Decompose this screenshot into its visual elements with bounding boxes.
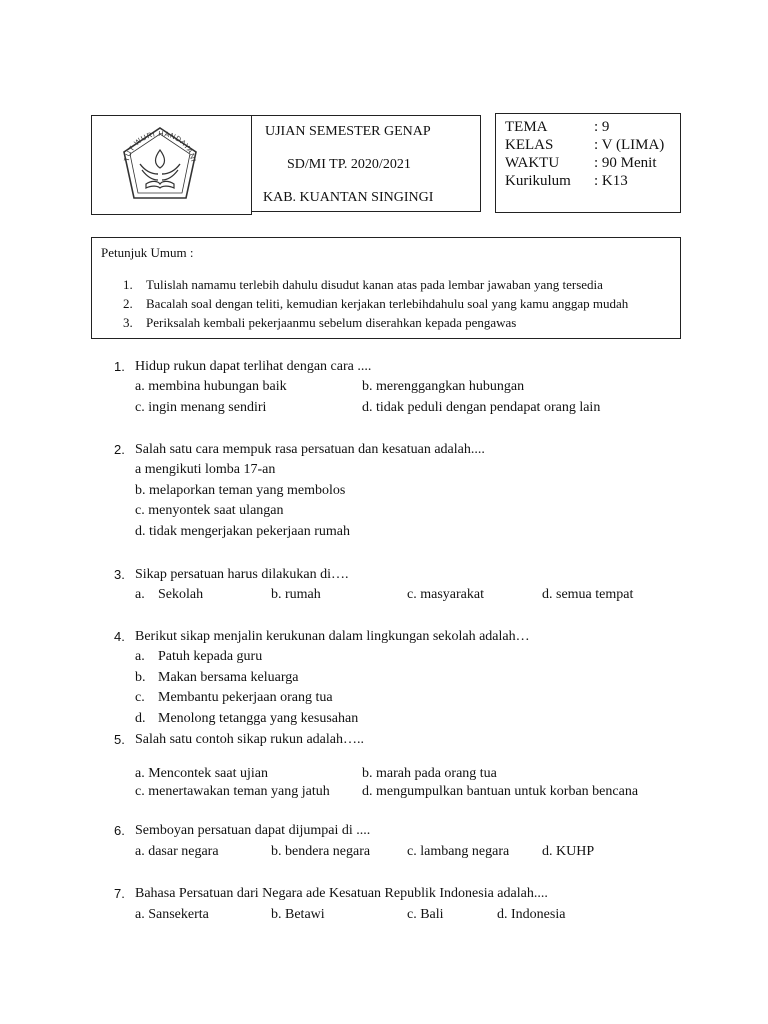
instructions-title: Petunjuk Umum :: [101, 245, 194, 260]
question-text: Salah satu contoh sikap rukun adalah…..: [135, 732, 365, 747]
answer-option: b. Betawi: [271, 907, 325, 922]
answer-option: Makan bersama keluarga: [158, 670, 299, 685]
info-label-kurikulum: Kurikulum: [505, 173, 571, 189]
question-number: 1.: [114, 359, 125, 374]
question-text: Sikap persatuan harus dilakukan di….: [135, 567, 349, 582]
answer-option: d. KUHP: [542, 844, 595, 859]
answer-option: Menolong tetangga yang kesusahan: [158, 711, 359, 726]
answer-option-letter: d.: [135, 711, 146, 726]
answer-option-letter: a.: [135, 587, 145, 602]
info-label-waktu: WAKTU: [505, 155, 560, 171]
instruction-text: Tulislah namamu terlebih dahulu disudut kanan atas pada lembar jawaban yang tersedia: [146, 277, 603, 292]
answer-option: Membantu pekerjaan orang tua: [158, 690, 333, 705]
district-name: KAB. KUANTAN SINGINGI: [263, 190, 434, 205]
info-label-tema: TEMA: [505, 119, 548, 135]
question-text: Salah satu cara mempuk rasa persatuan dan kesatuan adalah....: [135, 442, 485, 457]
instruction-text: Periksalah kembali pekerjaanmu sebelum diserahkan kepada pengawas: [146, 315, 517, 330]
answer-option: b. marah pada orang tua: [362, 766, 497, 781]
svg-text:TUT WURI HANDAYANI: TUT WURI HANDAYANI: [121, 128, 199, 163]
question-text: Semboyan persatuan dapat dijumpai di ....: [135, 823, 371, 838]
answer-option: a mengikuti lomba 17-an: [135, 462, 276, 477]
answer-option: b. bendera negara: [271, 844, 371, 859]
answer-option: a. Mencontek saat ujian: [135, 766, 268, 781]
question-number: 5.: [114, 732, 125, 747]
info-value-tema: : 9: [594, 119, 610, 135]
instruction-number: 2.: [123, 296, 133, 311]
answer-option: c. masyarakat: [407, 587, 484, 602]
answer-option: c. lambang negara: [407, 844, 510, 859]
answer-option: c. menyontek saat ulangan: [135, 503, 284, 518]
answer-option: d. mengumpulkan bantuan untuk korban bencana: [362, 784, 639, 799]
question-number: 2.: [114, 442, 125, 457]
answer-option: b. merenggangkan hubungan: [362, 379, 525, 394]
answer-option: c. ingin menang sendiri: [135, 400, 267, 415]
answer-option: Patuh kepada guru: [158, 649, 263, 664]
info-label-kelas: KELAS: [505, 137, 554, 153]
info-value-kelas: : V (LIMA): [594, 137, 665, 153]
answer-option-letter: b.: [135, 670, 146, 685]
question-number: 6.: [114, 823, 125, 838]
answer-option: a. dasar negara: [135, 844, 219, 859]
answer-option: a. Sansekerta: [135, 907, 209, 922]
answer-option: b. rumah: [271, 587, 321, 602]
question-text: Hidup rukun dapat terlihat dengan cara ....: [135, 359, 372, 374]
instruction-number: 1.: [123, 277, 133, 292]
answer-option: c. Bali: [407, 907, 444, 922]
answer-option: Sekolah: [158, 587, 204, 602]
answer-option: c. menertawakan teman yang jatuh: [135, 784, 330, 799]
answer-option-letter: a.: [135, 649, 145, 664]
question-text: Bahasa Persatuan dari Negara ade Kesatuan Republik Indonesia adalah....: [135, 886, 548, 901]
answer-option: d. Indonesia: [497, 907, 566, 922]
answer-option: d. tidak mengerjakan pekerjaan rumah: [135, 524, 350, 539]
answer-option: d. tidak peduli dengan pendapat orang lain: [362, 400, 601, 415]
tut-wuri-handayani-logo-icon: [118, 124, 202, 208]
school-year: SD/MI TP. 2020/2021: [287, 157, 411, 172]
instruction-number: 3.: [123, 315, 133, 330]
instruction-text: Bacalah soal dengan teliti, kemudian kerjakan terlebihdahulu soal yang kamu anggap mudah: [146, 296, 629, 311]
question-number: 3.: [114, 567, 125, 582]
question-text: Berikut sikap menjalin kerukunan dalam lingkungan sekolah adalah…: [135, 629, 530, 644]
answer-option: b. melaporkan teman yang membolos: [135, 483, 346, 498]
answer-option-letter: c.: [135, 690, 145, 705]
info-value-waktu: : 90 Menit: [594, 155, 657, 171]
info-value-kurikulum: : K13: [594, 173, 628, 189]
question-number: 4.: [114, 629, 125, 644]
question-number: 7.: [114, 886, 125, 901]
exam-title: UJIAN SEMESTER GENAP: [265, 124, 431, 139]
answer-option: a. membina hubungan baik: [135, 379, 287, 394]
answer-option: d. semua tempat: [542, 587, 634, 602]
